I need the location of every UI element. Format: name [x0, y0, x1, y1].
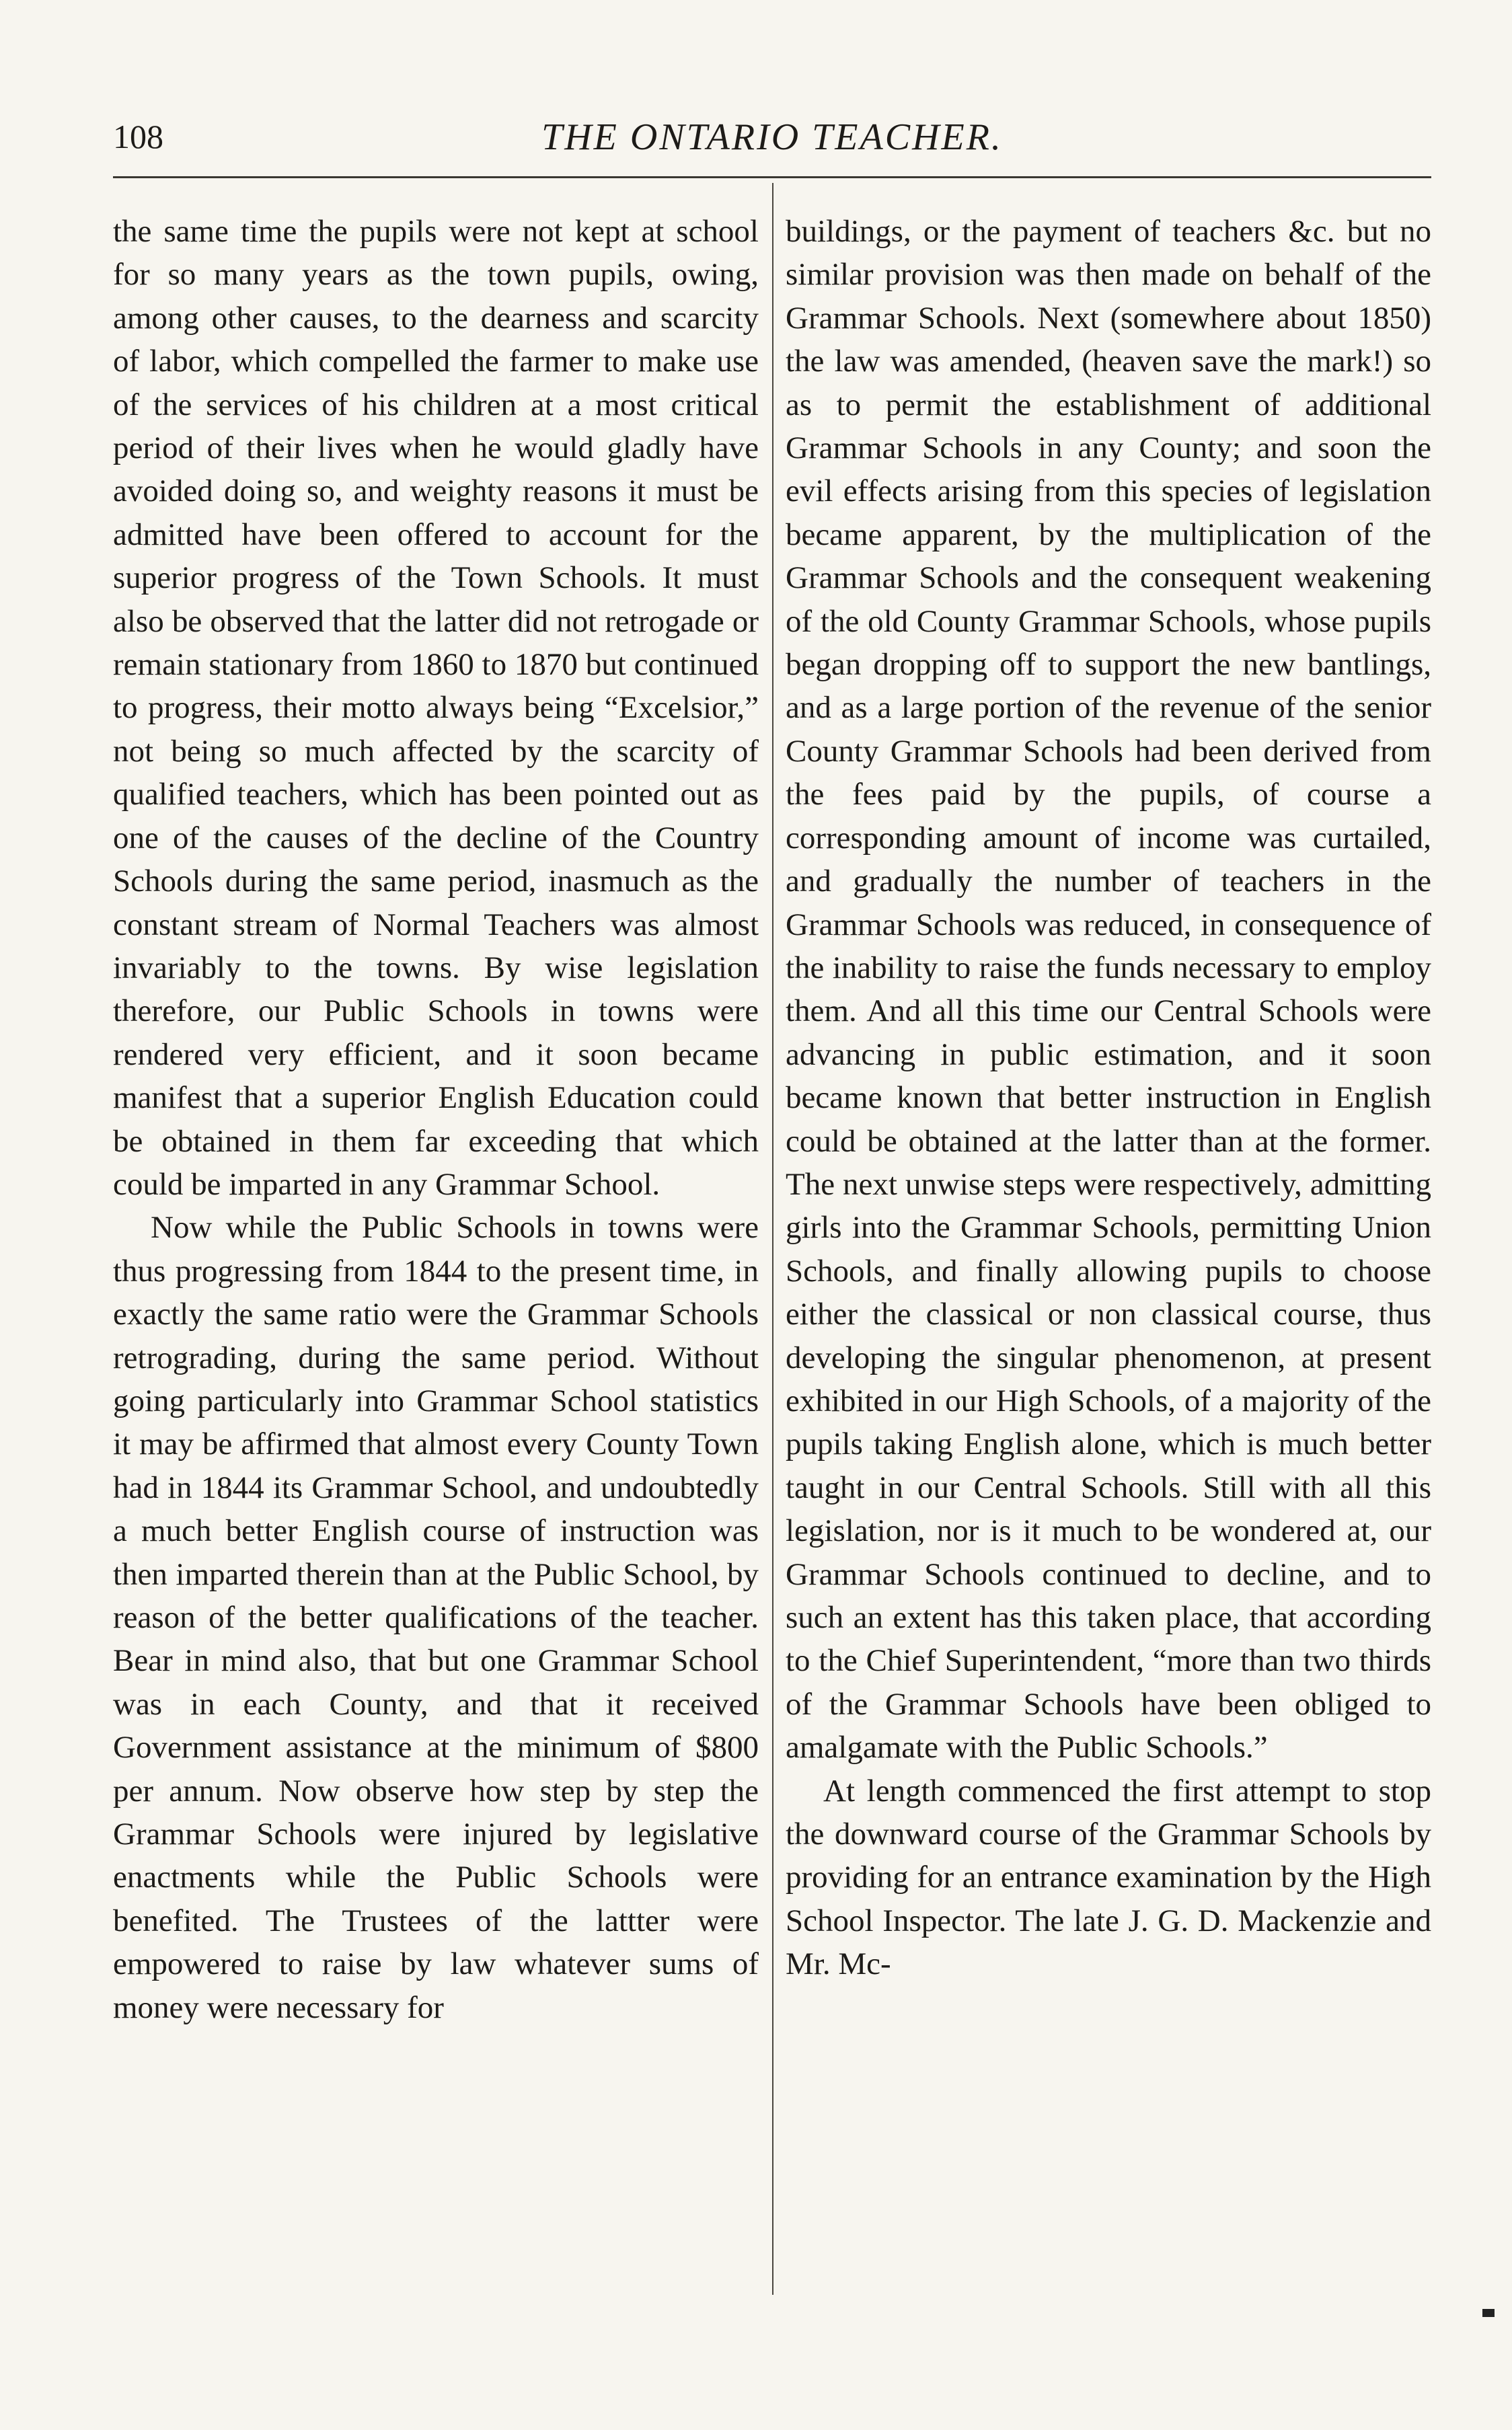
left-column [113, 210, 759, 2029]
ink-speck [1482, 2309, 1495, 2317]
page-header [113, 108, 1431, 161]
paragraph: At length commenced the first attempt to stop the downward course of the Grammar Schools by providing for an entrance examination by the High School Inspector. The late J. G. D. Mackenzie and Mr. Mc- [786, 1773, 1431, 1982]
paragraph: buildings, or the payment of teachers &c. but no similar provision was then made on behalf of the Grammar Schools. Next (somewhere about 1850) the law was amended, (heaven save the mark!) so as to permit the establishment of additional Grammar Schools in any County; and soon the evil effects arising from this species of legislation became apparent, by the multiplication of the Grammar Schools and the consequent weakening of the old County Grammar Schools, whose pupils began dropping off to support the new bantlings, and as a large portion of the revenue of the senior County Grammar Schools had been derived from the fees paid by the pupils, of course a corresponding amount of income was curtailed, and gradually the number of teachers in the Grammar Schools was reduced, in consequence of the inability to raise the funds necessary to employ them. And all this time our Central Schools were advancing in public estimation, and it soon became known that better instruction in English could be obtained at the latter than at the former. The next unwise steps were respectively, admitting girls into the Grammar Schools, permitting Union Schools, and finally allowing pupils to choose either the classical or non classical course, thus developing the singular phenomenon, at present exhibited in our High Schools, of a majority of the pupils taking English alone, which is much better taught in our Central Schools. Still with all this legislation, nor is it much to be wondered at, our Grammar Schools continued to decline, and to such an extent has this taken place, that according to the Chief Superintendent, “more than two thirds of the Grammar Schools have been obliged to amalgamate with the Public Schools.” [786, 214, 1431, 1765]
right-column [786, 210, 1431, 1986]
paragraph: the same time the pupils were not kept at school for so many years as the town pupils, owing, among other causes, to the dearness and scarcity of labor, which compelled the farmer to make use of the services of his children at a most critical period of their lives when he would gladly have avoided doing so, and weighty reasons it must be admitted have been offered to account for the superior progress of the Town Schools. It must also be observed that the latter did not retrogade or remain stationary from 1860 to 1870 but continued to progress, their motto always being “Excelsior,” not being so much affected by the scarcity of qualified teachers, which has been pointed out as one of the causes of the decline of the Country Schools during the same period, inasmuch as the constant stream of Normal Teachers was almost invariably to the towns. By wise legislation therefore, our Public Schools in towns were rendered very efficient, and it soon became manifest that a superior English Education could be obtained in them far exceeding that which could be imparted in any Grammar School. [113, 214, 759, 1202]
page-number: 108 [113, 118, 163, 155]
column-divider [772, 183, 773, 2295]
paragraph: Now while the Public Schools in towns were thus progressing from 1844 to the present time, in exactly the same ratio were the Grammar Schools retrograding, during the same period. Without going particularly into Grammar School statistics it may be affirmed that almost every County Town had in 1844 its Grammar School, and undoubtedly a much better English course of instruction was then imparted therein than at the Public School, by reason of the better qualifications of the teacher. Bear in mind also, that but one Grammar School was in each County, and that it received Government assistance at the minimum of $800 per annum. Now observe how step by step the Grammar Schools were injured by legislative enactments while the Public Schools were benefited. The Trustees of the lattter were empowered to raise by law whatever sums of money were necessary for [113, 1210, 759, 2025]
header-rule [113, 176, 1431, 178]
running-title: THE ONTARIO TEACHER. [541, 116, 1003, 158]
text-columns [113, 210, 1431, 2288]
